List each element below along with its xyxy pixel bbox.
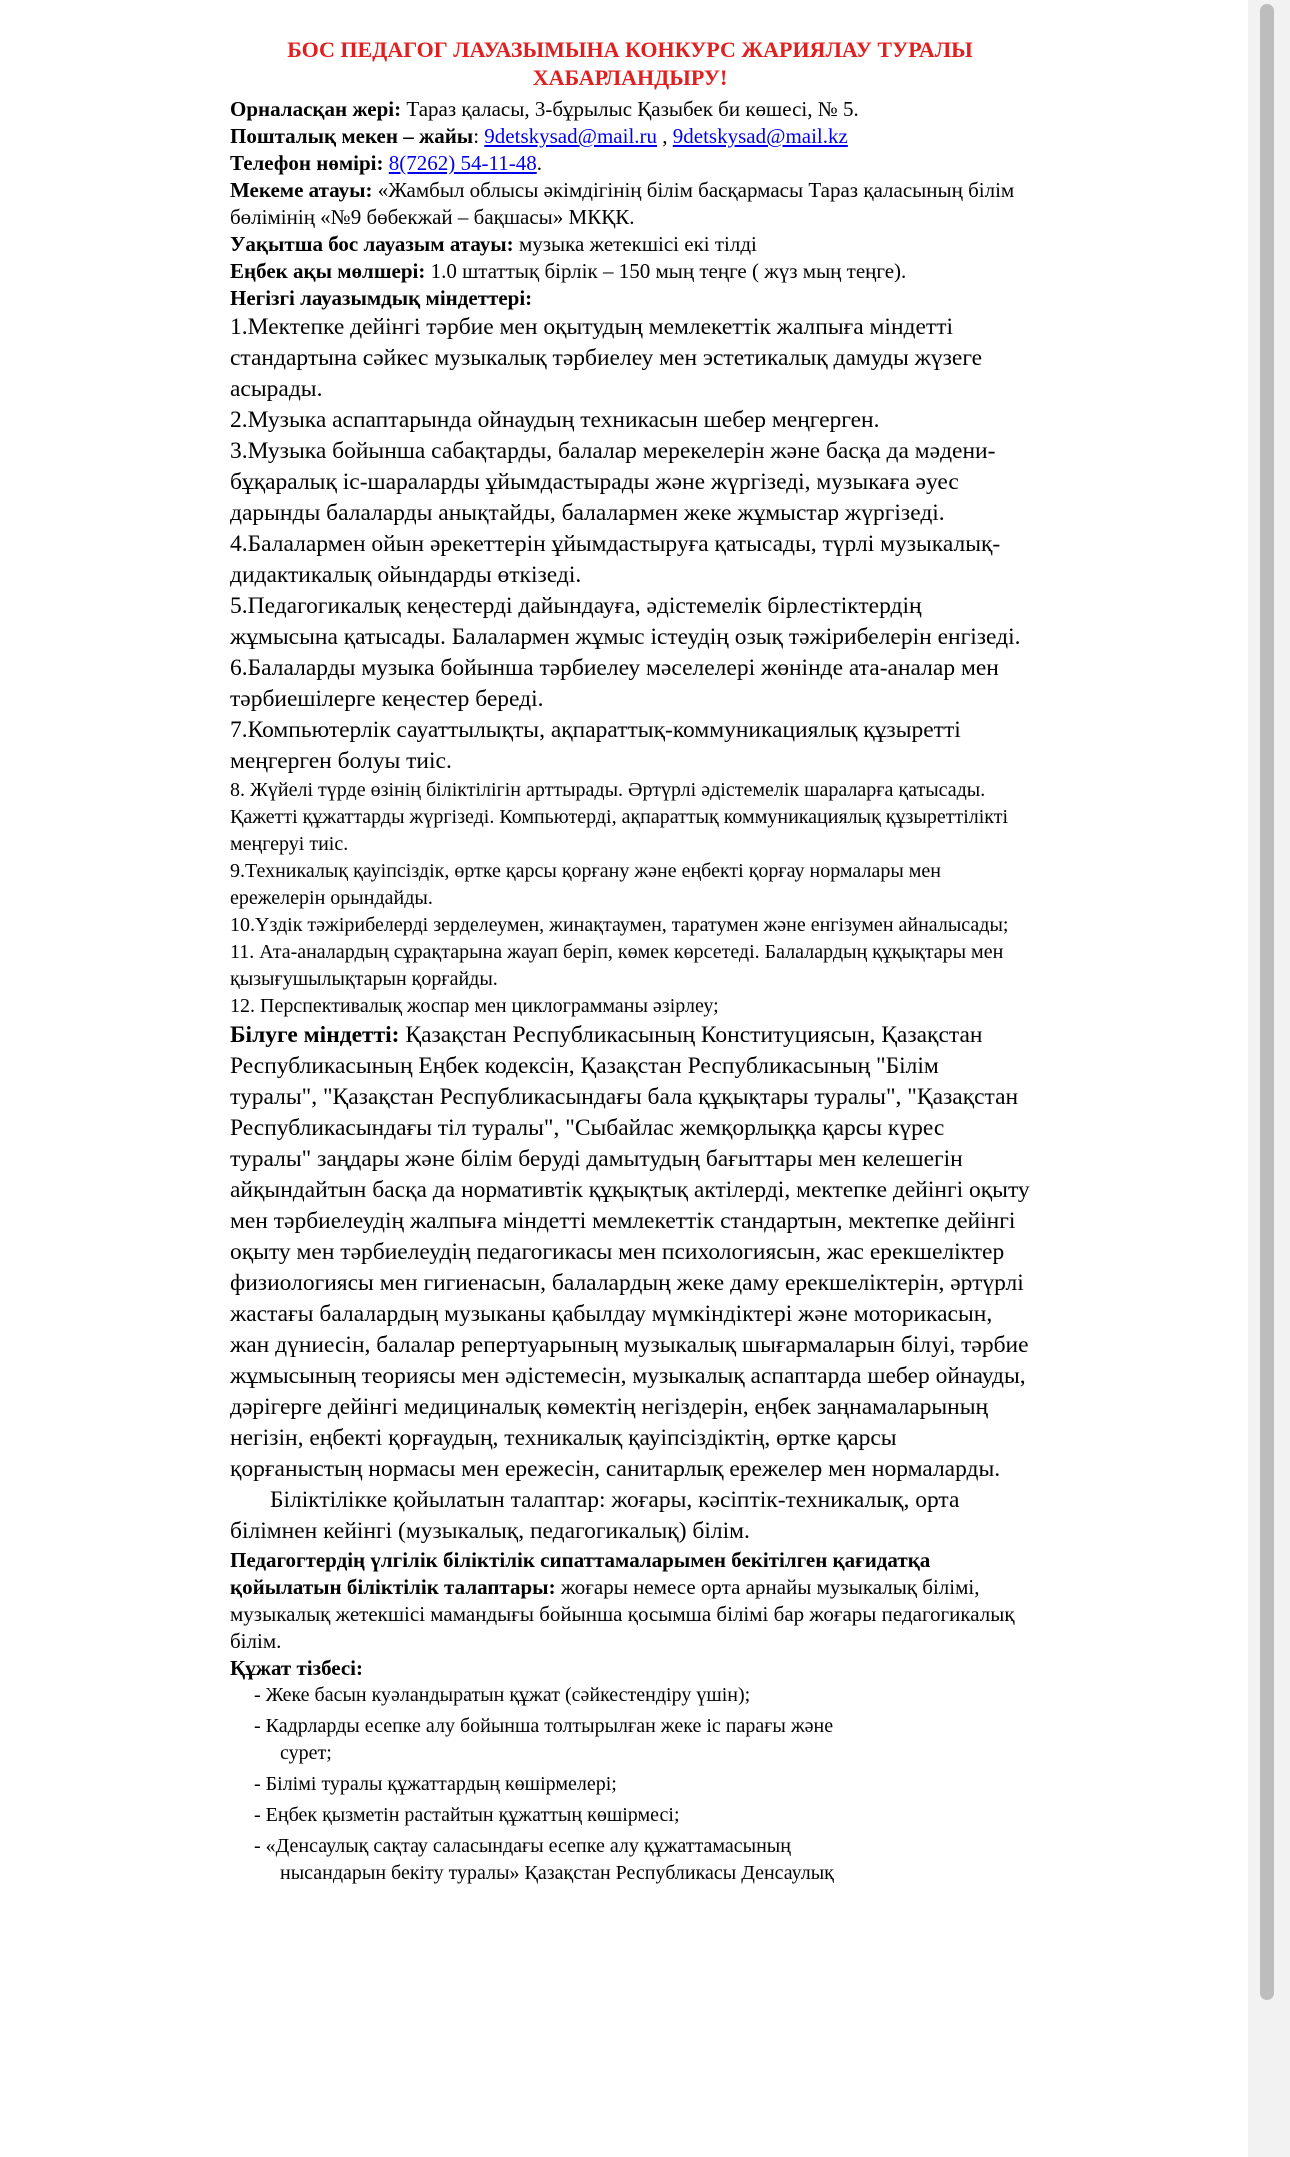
email-link-ru[interactable]: 9detskysad@mail.ru (484, 124, 658, 148)
knowledge-paragraph (230, 1020, 1030, 1485)
phone-label: Телефон нөмірі: (230, 151, 389, 175)
documents-list (230, 1682, 1030, 1887)
email-separator: , (657, 124, 673, 148)
email-link-kz[interactable]: 9detskysad@mail.kz (672, 124, 848, 148)
duty-item: 12. Перспективалық жоспар мен циклограмманы әзірлеу; (230, 995, 719, 1017)
duty-item: 1.Мектепке дейінгі тәрбие мен оқытудың мемлекеттік жалпыға міндетті стандартына сәйкес музыкалық тәрбиелеу мен эстетикалық дамуды жүзеге асырады. (230, 314, 983, 402)
list-item-text: - Еңбек қызметін растайтын құжаттың көшірмесі; (254, 1804, 680, 1826)
list-item-text: - Білімі туралы құжаттардың көшірмелері; (254, 1773, 617, 1795)
phone-end: . (536, 151, 542, 175)
phone-link[interactable]: 8(7262) 54-11-48 (388, 151, 537, 175)
postal-line (230, 123, 1030, 150)
knowledge-text: Қазақстан Республикасының Конституциясын, Қазақстан Республикасының Еңбек кодексін, Қазақстан Республикасының "Білім туралы", "Қазақстан Республикасындағы бала құқықтары туралы", "Қазақстан Республикасындағы тіл туралы", "Сыбайлас жемқорлыққа қарсы күрес туралы" заңдары және білім беруді дамытудың бағыттары мен келешегін айқындайтын басқа да нормативтік құқықтық актілерді, мектепке дейінгі оқыту мен тәрбиелеудің жалпыға міндетті мемлекеттік стандартын, мектепке дейінгі оқыту мен тәрбиелеудің педагогикасы мен психологиясын, жас ерекшеліктер физиологиясы мен гигиенасын, балалардың жеке даму ерекшеліктерін, әртүрлі жастағы балалардың музыканы қабылдау мүмкіндіктері және моторикасын, жан дүниесін, балалар репертуарының музыкалық шығармаларын білуі, тәрбие жұмысының теориясы мен әдістемесін, музыкалық аспаптарда шебер ойнауды, дәрігерге дейінгі медициналық көмектің негіздерін, еңбек заңнамаларының негізін, еңбекті қорғаудың, техникалық қауіпсіздіктің, өртке қарсы қорғаныстың нормасы мен ережесін, санитарлық ережелер мен нормаларды. (230, 1022, 1030, 1482)
position-value: музыка жетекшісі екі тілді (513, 232, 757, 256)
duty-item: 8. Жүйелі түрде өзінің біліктілігін арттырады. Әртүрлі әдістемелік шараларға қатысады. Қажетті құжаттарды жүргізеді. Компьютерді, ақпараттық коммуникациялық құзыреттілікті меңгеруі тиіс. (230, 779, 1009, 855)
standard-paragraph (230, 1547, 1030, 1655)
org-value: «Жамбыл облысы әкімдігінің білім басқармасы Тараз қаласының білім бөлімінің «№9 бөбекжай – бақшасы» МКҚК. (230, 178, 1015, 229)
documents-heading: Құжат тізбесі: (230, 1656, 364, 1680)
position-line (230, 231, 1030, 258)
location-line (230, 96, 1030, 123)
duty-item: 3.Музыка бойынша сабақтарды, балалар мерекелерін және басқа да мәдени-бұқаралық іс-шараларды ұйымдастырады және жүргізеді, музыкаға әуес дарынды балаларды анықтайды, балалармен жеке жұмыстар жүргізеді. (230, 438, 996, 526)
qualification-paragraph: Біліктілікке қойылатын талаптар: жоғары, кәсіптік-техникалық, орта білімнен кейінгі (музыкалық, педагогикалық) білім. (230, 1487, 960, 1544)
list-item-text: - «Денсаулық сақтау саласындағы есепке алу құжаттамасының (254, 1835, 791, 1857)
duty-item: 4.Балалармен ойын әрекеттерін ұйымдастыруға қатысады, түрлі музыкалық-дидактикалық ойындарды өткізеді. (230, 531, 1001, 588)
list-item-continuation: сурет; (280, 1742, 332, 1764)
list-item (254, 1802, 1030, 1829)
salary-label: Еңбек ақы мөлшері: (230, 259, 426, 283)
duty-item: 5.Педагогикалық кеңестерді дайындауға, әдістемелік бірлестіктердің жұмысына қатысады. Балалармен жұмыс істеудің озық тәжірибелерін енгізеді. (230, 593, 1021, 650)
postal-label: Пошталық мекен – жайы (230, 124, 474, 148)
duties-heading: Негізгі лауазымдық міндеттері: (230, 286, 533, 310)
postal-colon: : (473, 124, 485, 148)
list-item-continuation: нысандарын бекіту туралы» Қазақстан Республикасы Денсаулық (280, 1862, 834, 1884)
document-content (230, 36, 1030, 1891)
org-label: Мекеме атауы: (230, 178, 373, 202)
org-line (230, 177, 1030, 231)
position-label: Уақытша бос лауазым атауы: (230, 232, 514, 256)
duty-item: 6.Балаларды музыка бойынша тәрбиелеу мәселелері жөнінде ата-аналар мен тәрбиешілерге кеңестер береді. (230, 655, 999, 712)
salary-value: 1.0 штаттық бірлік – 150 мың теңге ( жүз мың теңге). (425, 259, 907, 283)
list-item (254, 1713, 1030, 1767)
list-item (254, 1833, 1030, 1887)
vertical-scrollbar[interactable] (1248, 0, 1290, 2157)
location-label: Орналасқан жері: (230, 97, 402, 121)
scrollbar-thumb[interactable] (1260, 4, 1274, 2000)
location-value: Тараз қаласы, 3-бұрылыс Қазыбек би көшесі, № 5. (401, 97, 859, 121)
list-item (254, 1771, 1030, 1798)
duty-item: 10.Үздік тәжірибелерді зерделеумен, жинақтаумен, таратумен және енгізумен айналысады; (230, 914, 1009, 936)
duty-item: 2.Музыка аспаптарында ойнаудың техникасын шебер меңгерген. (230, 407, 880, 433)
salary-line (230, 258, 1030, 285)
list-item-text: - Кадрларды есепке алу бойынша толтырылған жеке іс парағы және (254, 1715, 834, 1737)
duty-item: 7.Компьютерлік сауаттылықты, ақпараттық-коммуникациялық құзыретті меңгерген болуы тиіс. (230, 717, 961, 774)
page-title: БОС ПЕДАГОГ ЛАУАЗЫМЫНА КОНКУРС ЖАРИЯЛАУ ТУРАЛЫ ХАБАРЛАНДЫРУ! (287, 37, 973, 90)
standard-text: жоғары немесе орта арнайы музыкалық білімі, музыкалық жетекшісі мамандығы бойынша қосымша білімі бар жоғары педагогикалық білім. (230, 1575, 1015, 1653)
list-item-text: - Жеке басын куәландыратын құжат (сәйкестендіру үшін); (254, 1684, 751, 1706)
duty-item: 11. Ата-аналардың сұрақтарына жауап беріп, көмек көрсетеді. Балалардың құқықтары мен қызығушылықтарын қорғайды. (230, 941, 1004, 990)
knowledge-label: Білуге міндетті: (230, 1022, 400, 1048)
standard-label: Педагогтердің үлгілік біліктілік сипаттамаларымен бекітілген қағидатқа қойылатын біліктілік талаптары: (230, 1548, 931, 1599)
phone-line (230, 150, 1030, 177)
duty-item: 9.Техникалық қауіпсіздік, өртке қарсы қорғану және еңбекті қорғау нормалары мен ережелерін орындайды. (230, 860, 941, 909)
list-item (254, 1682, 1030, 1709)
